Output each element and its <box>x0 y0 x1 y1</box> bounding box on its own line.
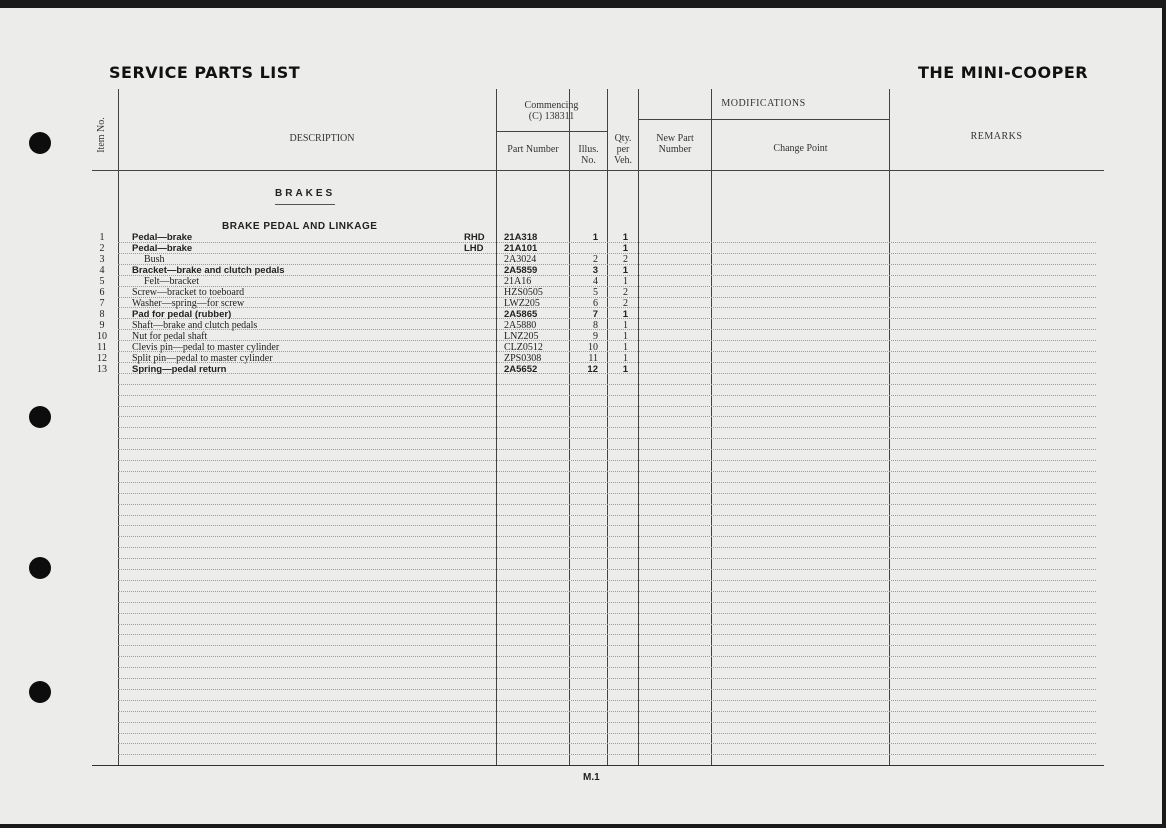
ruled-line <box>118 449 1096 450</box>
item-number: 5 <box>99 276 105 287</box>
table-row <box>92 254 1104 265</box>
illus-no-header: Illus. No. <box>578 144 599 166</box>
drive-side: LHD <box>464 243 484 254</box>
part-number: 21A101 <box>504 243 538 254</box>
description: Pedal—brake <box>132 232 193 243</box>
quantity: 1 <box>622 309 628 320</box>
item-number: 6 <box>99 287 105 298</box>
description: Shaft—brake and clutch pedals <box>132 320 258 331</box>
part-number: ZPS0308 <box>504 353 542 364</box>
illus-number: 8 <box>593 320 598 331</box>
binder-hole <box>29 681 51 703</box>
description: Washer—spring—for screw <box>132 298 245 309</box>
table-row <box>92 320 1104 331</box>
new-part-number-header: New Part Number <box>656 133 694 155</box>
illus-number: 12 <box>587 364 598 375</box>
ruled-line <box>118 591 1096 592</box>
part-number-header: Part Number <box>507 144 559 155</box>
binder-hole <box>29 557 51 579</box>
ruled-line <box>118 613 1096 614</box>
ruled-line <box>118 754 1096 755</box>
ruled-line <box>118 558 1096 559</box>
ruled-line <box>118 515 1096 516</box>
ruled-line <box>118 406 1096 407</box>
quantity: 1 <box>623 353 628 364</box>
illus-number: 4 <box>593 276 598 287</box>
part-number: 2A5859 <box>504 265 538 276</box>
quantity: 2 <box>623 298 628 309</box>
item-number: 9 <box>99 320 105 331</box>
illus-number: 11 <box>588 353 598 364</box>
drive-side: RHD <box>464 232 485 243</box>
quantity: 1 <box>623 320 628 331</box>
part-number: 2A5865 <box>504 309 538 320</box>
part-number: LWZ205 <box>504 298 540 309</box>
ruled-line <box>118 536 1096 537</box>
change-point-header: Change Point <box>773 143 828 154</box>
item-number: 4 <box>99 265 105 276</box>
quantity: 1 <box>623 276 628 287</box>
item-number: 8 <box>99 309 105 320</box>
item-number: 2 <box>99 243 105 254</box>
ruled-line <box>118 395 1096 396</box>
item-number: 1 <box>99 232 105 243</box>
ruled-line <box>118 645 1096 646</box>
table-row <box>92 287 1104 298</box>
qty-header: Qty. per Veh. <box>613 133 633 166</box>
ruled-line <box>118 722 1096 723</box>
table-row <box>92 276 1104 287</box>
description: Screw—bracket to toeboard <box>132 287 245 298</box>
ruled-line <box>118 700 1096 701</box>
ruled-line <box>118 624 1096 625</box>
commencing-sub-header: (C) 138311 <box>528 111 575 122</box>
binder-hole <box>29 132 51 154</box>
ruled-line <box>118 482 1096 483</box>
description: Split pin—pedal to master cylinder <box>132 353 273 364</box>
ruled-line <box>118 689 1096 690</box>
ruled-line <box>118 427 1096 428</box>
ruled-line <box>118 493 1096 494</box>
parts-list-page <box>0 8 1162 824</box>
ruled-line <box>118 460 1096 461</box>
part-number: 21A16 <box>504 276 532 287</box>
ruled-line <box>118 416 1096 417</box>
part-number: 2A5880 <box>504 320 537 331</box>
table-row <box>92 331 1104 342</box>
vehicle-title: THE MINI-COOPER <box>918 63 1089 82</box>
parts-table <box>92 89 1104 766</box>
ruled-line <box>118 711 1096 712</box>
part-number: CLZ0512 <box>504 342 543 353</box>
section-title: BRAKES <box>275 188 335 205</box>
table-row <box>92 353 1104 364</box>
illus-number: 9 <box>593 331 598 342</box>
part-number: 2A3024 <box>504 254 537 265</box>
quantity: 1 <box>623 331 628 342</box>
illus-number: 5 <box>593 287 598 298</box>
description: Nut for pedal shaft <box>132 331 208 342</box>
description: Pedal—brake <box>132 243 193 254</box>
ruled-line <box>118 678 1096 679</box>
quantity: 1 <box>622 232 628 243</box>
modifications-header: MODIFICATIONS <box>721 98 806 109</box>
description: Bracket—brake and clutch pedals <box>132 265 285 276</box>
table-row <box>92 232 1104 243</box>
table-row <box>92 243 1104 254</box>
description: Clevis pin—pedal to master cylinder <box>132 342 280 353</box>
illus-number: 1 <box>592 232 598 243</box>
description: Spring—pedal return <box>132 364 227 375</box>
commencing-header: Commencing <box>524 100 579 111</box>
page-reference: M.1 <box>583 772 600 783</box>
quantity: 1 <box>622 364 628 375</box>
ruled-line <box>118 547 1096 548</box>
remarks-header: REMARKS <box>970 131 1023 142</box>
illus-number: 6 <box>593 298 598 309</box>
part-number: LNZ205 <box>504 331 539 342</box>
document-title: SERVICE PARTS LIST <box>109 63 301 82</box>
ruled-line <box>118 471 1096 472</box>
description: Bush <box>144 254 165 265</box>
item-no-header: Item No. <box>96 117 107 153</box>
item-number: 10 <box>97 331 107 342</box>
section-subtitle: BRAKE PEDAL AND LINKAGE <box>222 221 378 232</box>
part-number: HZS0505 <box>504 287 543 298</box>
quantity: 1 <box>622 265 628 276</box>
ruled-line <box>118 656 1096 657</box>
ruled-line <box>118 569 1096 570</box>
description: Pad for pedal (rubber) <box>132 309 232 320</box>
item-number: 13 <box>97 364 107 375</box>
ruled-line <box>118 667 1096 668</box>
description: Felt—bracket <box>144 276 199 287</box>
ruled-line <box>118 602 1096 603</box>
table-row <box>92 298 1104 309</box>
bottom-rule <box>92 765 1104 766</box>
item-number: 3 <box>99 254 105 265</box>
part-number: 2A5652 <box>504 364 538 375</box>
ruled-line <box>118 743 1096 744</box>
binder-hole <box>29 406 51 428</box>
table-row <box>92 309 1104 320</box>
ruled-line <box>118 634 1096 635</box>
quantity: 2 <box>623 287 628 298</box>
item-number: 12 <box>97 353 107 364</box>
illus-number: 7 <box>592 309 598 320</box>
quantity: 2 <box>623 254 628 265</box>
table-row <box>92 364 1104 375</box>
table-row <box>92 342 1104 353</box>
illus-number: 3 <box>592 265 598 276</box>
quantity: 1 <box>623 342 628 353</box>
ruled-line <box>118 504 1096 505</box>
item-number: 11 <box>97 342 107 353</box>
illus-number: 10 <box>588 342 598 353</box>
illus-number: 2 <box>593 254 598 265</box>
quantity: 1 <box>622 243 628 254</box>
part-number: 21A318 <box>504 232 538 243</box>
table-row <box>92 265 1104 276</box>
ruled-line <box>118 438 1096 439</box>
description-header: DESCRIPTION <box>289 133 355 144</box>
ruled-line <box>118 733 1096 734</box>
ruled-line <box>118 525 1096 526</box>
ruled-line <box>118 580 1096 581</box>
item-number: 7 <box>99 298 105 309</box>
ruled-line <box>118 384 1096 385</box>
